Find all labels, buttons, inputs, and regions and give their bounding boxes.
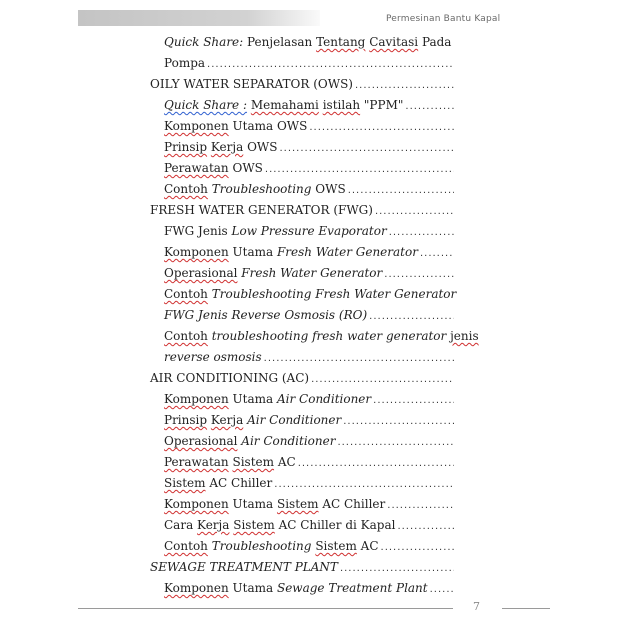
dot-leader <box>375 202 454 222</box>
toc-entry-fwg-ro[interactable]: FWG Jenis Reverse Osmosis (RO) ..... <box>164 305 454 325</box>
toc-entry-prinsip-ac[interactable]: Prinsip Kerja Air Conditioner ..... <box>164 410 454 430</box>
toc-entry-komponen-stp[interactable]: Komponen Utama Sewage Treatment Plant ..... <box>164 578 454 598</box>
toc-entry-prinsip-ows[interactable]: Prinsip Kerja OWS ..... <box>164 137 454 157</box>
footer-rule-right <box>502 608 550 609</box>
dot-leader <box>337 433 454 453</box>
toc-entry-komponen-fwg[interactable]: Komponen Utama Fresh Water Generator ..... <box>164 242 454 262</box>
toc-section-fwg[interactable]: FRESH WATER GENERATOR (FWG) ..... <box>150 200 454 220</box>
toc-entry-perawatan-ac[interactable]: Perawatan Sistem AC ..... <box>164 452 454 472</box>
dot-leader <box>348 181 454 201</box>
toc-entry-operasional-fwg[interactable]: Operasional Fresh Water Generator ..... <box>164 263 454 283</box>
dot-leader <box>309 118 454 138</box>
toc-section-ows[interactable]: OILY WATER SEPARATOR (OWS) ..... <box>150 74 454 94</box>
dot-leader <box>381 538 454 558</box>
dot-leader <box>279 139 454 159</box>
dot-leader <box>265 160 454 180</box>
toc-entry-komponen-ac-chiller[interactable]: Komponen Utama Sistem AC Chiller ..... <box>164 494 454 514</box>
toc-entry-operasional-ac[interactable]: Operasional Air Conditioner ..... <box>164 431 454 451</box>
dot-leader <box>340 559 454 579</box>
dot-leader <box>387 496 454 516</box>
dot-leader <box>274 475 454 495</box>
toc-entry-label: Quick Share: Penjelasan Tentang Cavitasi Pada <box>164 35 452 49</box>
header-band <box>78 10 320 26</box>
toc-entry-perawatan-ows[interactable]: Perawatan OWS ..... <box>164 158 454 178</box>
dot-leader <box>405 97 454 117</box>
toc-section-stp[interactable]: SEWAGE TREATMENT PLANT ..... <box>150 557 454 577</box>
toc-entry-troubleshooting-ro[interactable]: Contoh troubleshooting fresh water generator jenis <box>164 329 479 343</box>
toc-entry-ppm[interactable]: Quick Share : Memahami istilah "PPM" ..... <box>164 95 454 115</box>
dot-leader <box>420 244 454 264</box>
toc-entry-komponen-ac[interactable]: Komponen Utama Air Conditioner ..... <box>164 389 454 409</box>
toc-entry-sistem-ac-chiller[interactable]: Sistem AC Chiller ..... <box>164 473 454 493</box>
page-number: 7 <box>473 600 480 613</box>
dot-leader <box>298 454 454 474</box>
dot-leader <box>389 223 454 243</box>
toc-entry-troubleshooting-ac[interactable]: Contoh Troubleshooting Sistem AC ..... <box>164 536 454 556</box>
toc-section-ac[interactable]: AIR CONDITIONING (AC) ..... <box>150 368 454 388</box>
dot-leader <box>311 370 454 390</box>
dot-leader <box>369 307 454 327</box>
dot-leader <box>373 391 454 411</box>
running-header-title: Permesinan Bantu Kapal <box>386 14 501 24</box>
toc-entry-cavitasi-cont[interactable]: Pompa ..... <box>164 53 454 73</box>
dot-leader <box>207 55 454 75</box>
footer-rule-left <box>78 608 453 609</box>
toc-entry-troubleshooting-fwg[interactable]: Contoh Troubleshooting Fresh Water Generator <box>164 287 457 301</box>
toc-entry-komponen-ows[interactable]: Komponen Utama OWS ..... <box>164 116 454 136</box>
dot-leader <box>343 412 454 432</box>
dot-leader <box>384 265 454 285</box>
dot-leader <box>264 349 454 369</box>
dot-leader <box>430 580 454 600</box>
toc-entry-cara-kerja-chiller[interactable]: Cara Kerja Sistem AC Chiller di Kapal ..... <box>164 515 454 535</box>
toc-entry-troubleshooting-ro-cont[interactable]: reverse osmosis ..... <box>164 347 454 367</box>
toc-entry-troubleshooting-ows[interactable]: Contoh Troubleshooting OWS ..... <box>164 179 454 199</box>
toc-entry-cavitasi[interactable] <box>164 32 454 52</box>
toc-entry-fwg-lpe[interactable]: FWG Jenis Low Pressure Evaporator ..... <box>164 221 454 241</box>
dot-leader <box>397 517 454 537</box>
dot-leader <box>355 76 454 96</box>
